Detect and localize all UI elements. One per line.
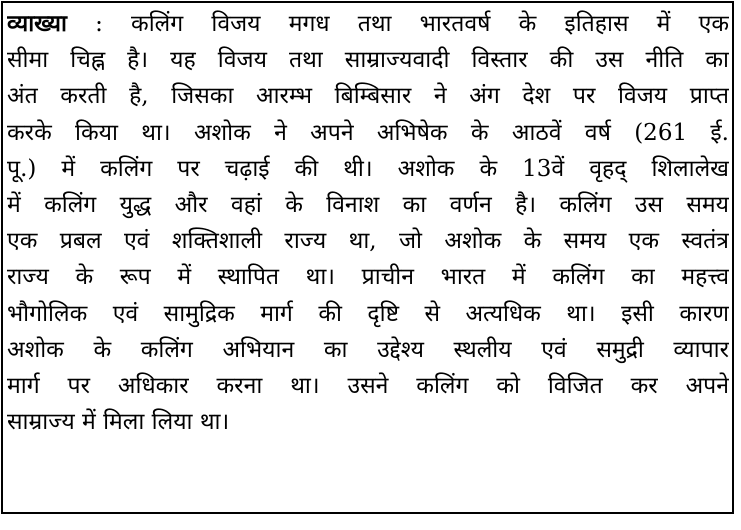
explanation-line: अशोक के कलिंग अभियान का उद्देश्य स्थलीय एवं समुद्री व्यापार — [7, 336, 729, 363]
explanation-line: साम्राज्य में मिला लिया था। — [7, 409, 230, 436]
explanation-line: करके किया था। अशोक ने अपने अभिषेक के आठवें वर्ष (261 ई. — [7, 119, 729, 146]
explanation-first-line: : कलिंग विजय मगध तथा भारतवर्ष के इतिहास में एक — [66, 11, 729, 37]
explanation-line: में कलिंग युद्ध और वहां के विनाश का वर्णन है। कलिंग उस समय — [7, 191, 729, 218]
explanation-line: मार्ग पर अधिकार करना था। उसने कलिंग को विजित कर अपने — [7, 372, 729, 399]
explanation-line: भौगोलिक एवं सामुद्रिक मार्ग की दृष्टि से अत्यधिक था। इसी कारण — [7, 300, 729, 327]
explanation-line — [7, 6, 729, 42]
explanation-label: व्याख्या — [7, 10, 67, 37]
explanation-line: सीमा चिह्न है। यह विजय तथा साम्राज्यवादी विस्तार की उस नीति का — [7, 47, 729, 74]
explanation-line: एक प्रबल एवं शक्तिशाली राज्य था, जो अशोक के समय एक स्वतंत्र — [7, 228, 729, 255]
explanation-line: अंत करती है, जिसका आरम्भ बिम्बिसार ने अंग देश पर विजय प्राप्त — [7, 83, 729, 110]
explanation-line: पू.) में कलिंग पर चढ़ाई की थी। अशोक के 13वें वृहद् शिलालेख — [7, 155, 729, 182]
explanation-line: राज्य के रूप में स्थापित था। प्राचीन भारत में कलिंग का महत्त्व — [7, 264, 729, 291]
explanation-text — [7, 6, 729, 440]
